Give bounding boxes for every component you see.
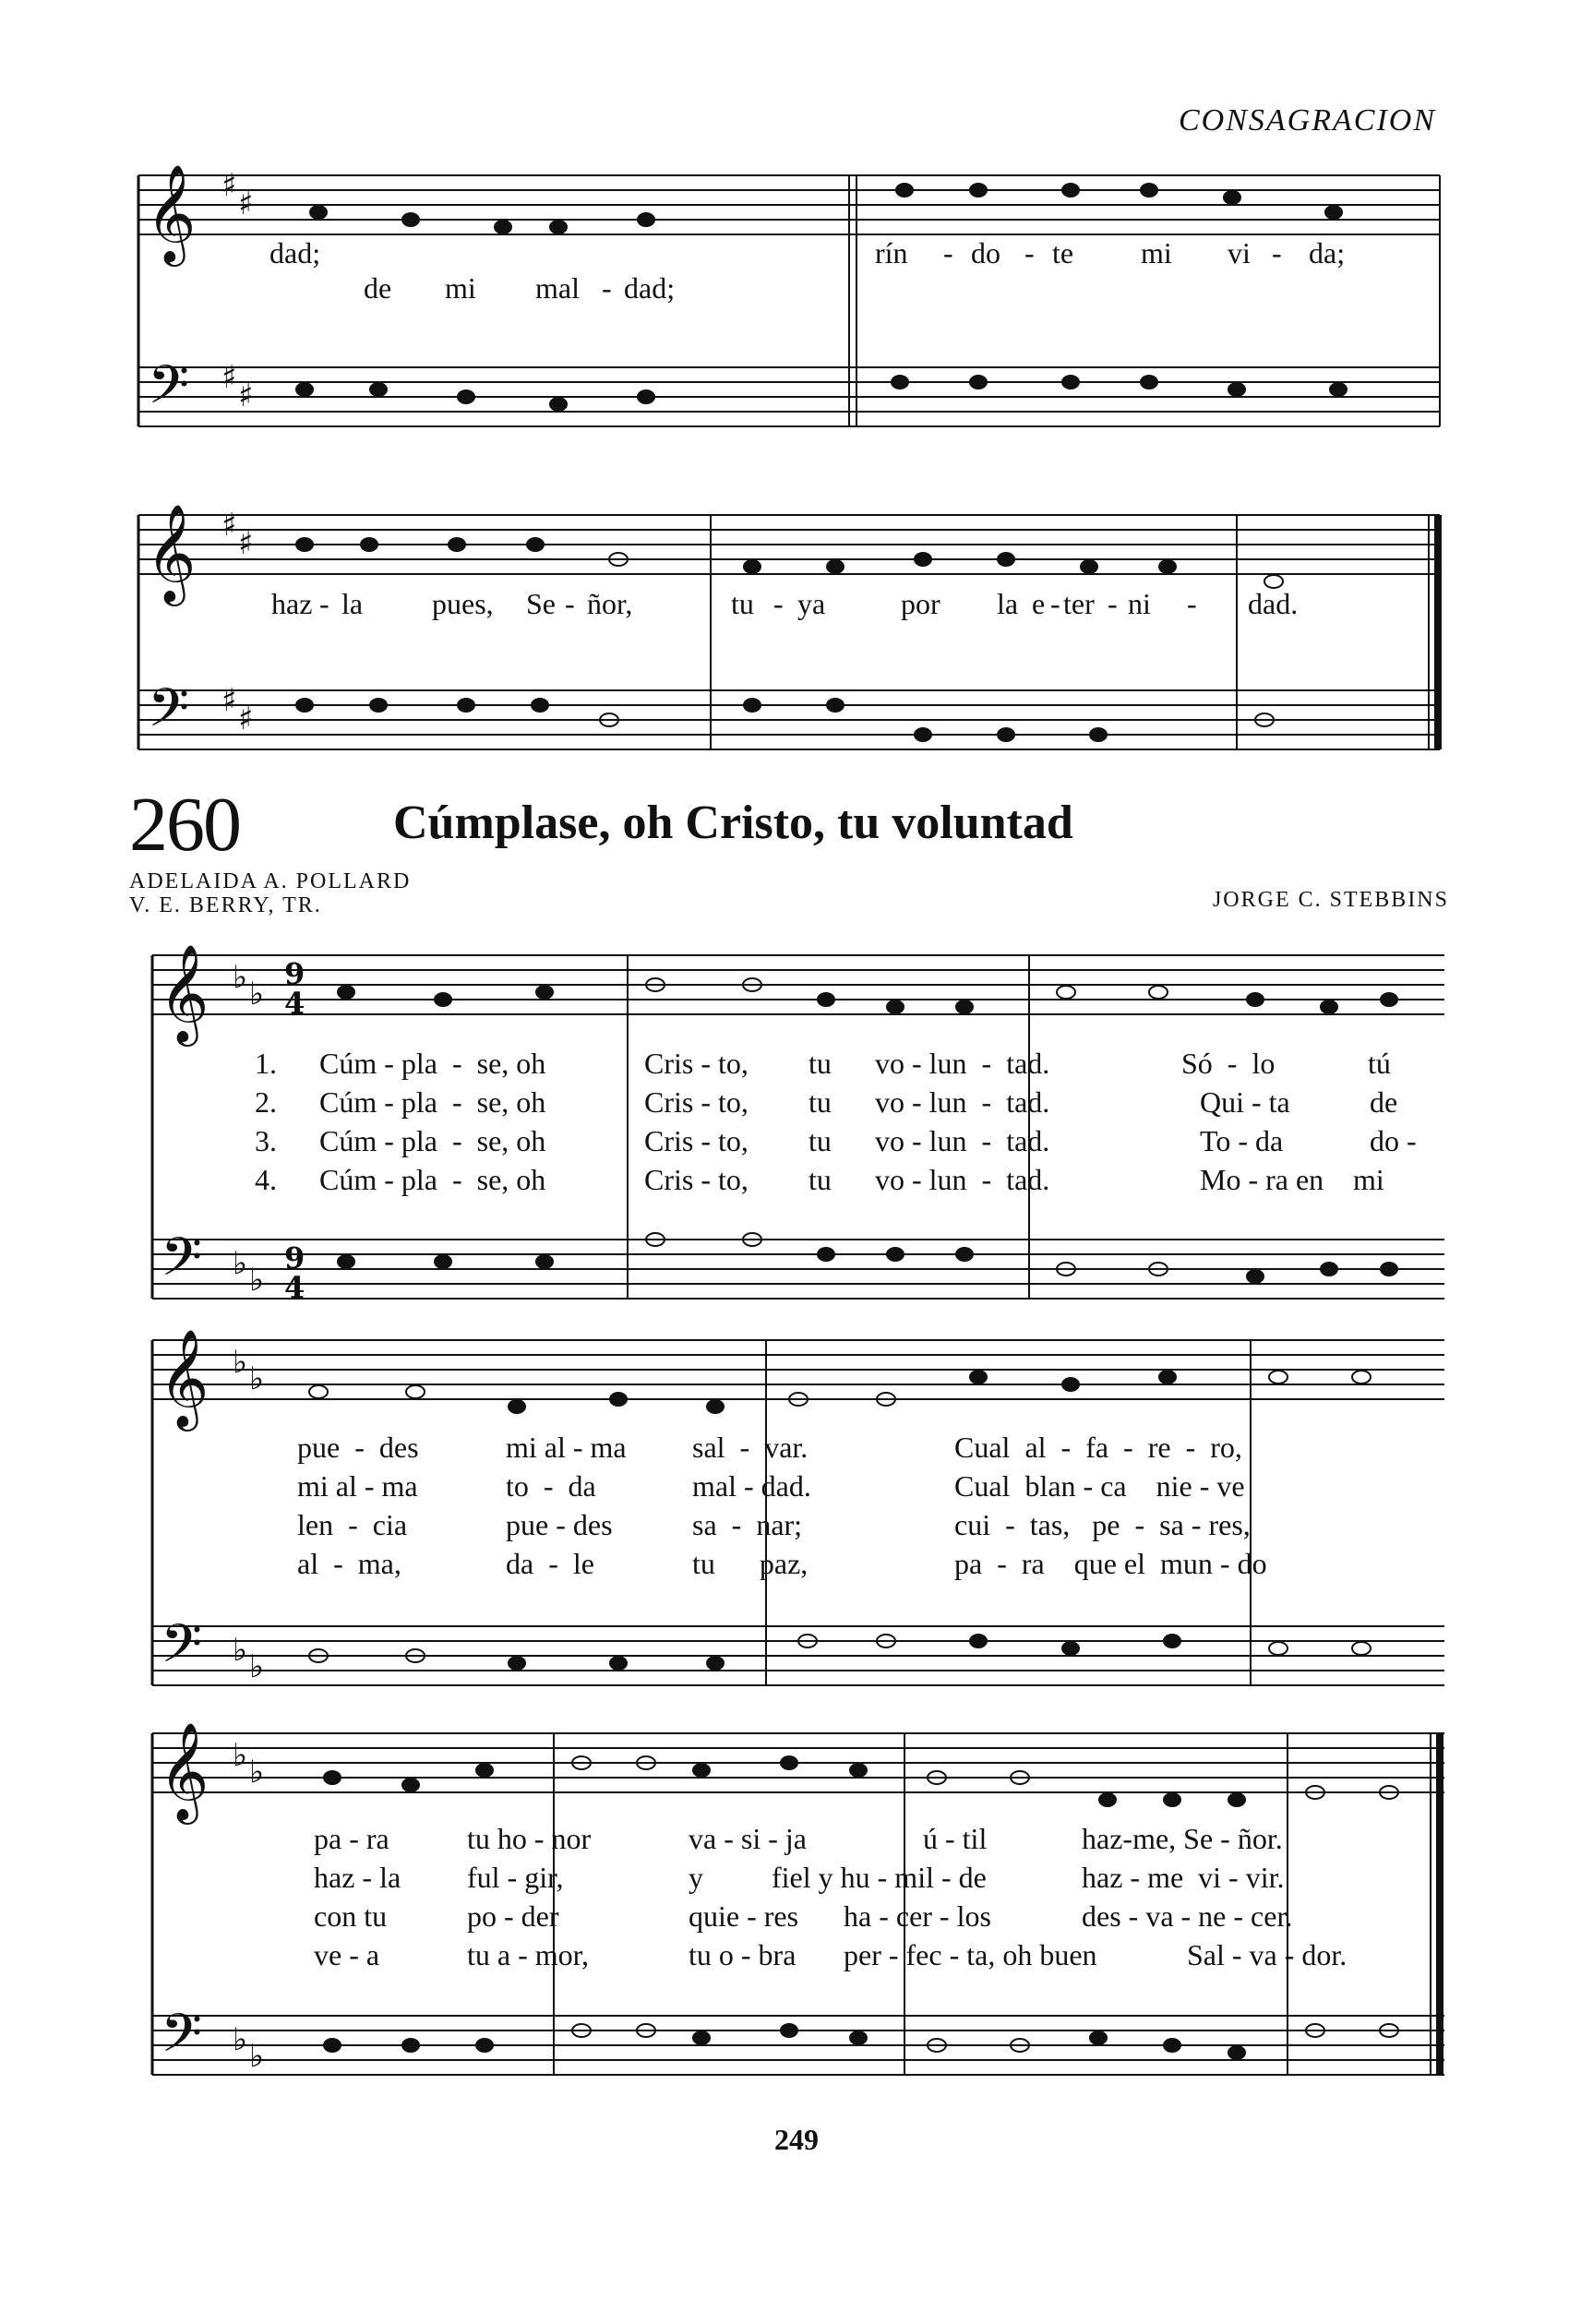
lyric-prev1-a1: rín	[875, 236, 908, 270]
lyric: Mo - ra en	[1200, 1163, 1324, 1196]
lyric: mal - dad.	[692, 1469, 811, 1503]
svg-text:♯: ♯	[222, 359, 237, 396]
lyric: pue - des	[297, 1431, 419, 1464]
lyric: ú - til	[923, 1822, 988, 1855]
lyric: pa - ra	[314, 1822, 389, 1855]
lyric-prev2-5: -	[565, 587, 575, 620]
verse-number: 1.	[255, 1047, 277, 1080]
svg-text:4: 4	[284, 1270, 305, 1305]
verse-number: 4.	[255, 1163, 277, 1196]
lyric: tu	[808, 1047, 832, 1080]
lyric-prev2-7: tu	[731, 587, 754, 620]
verse-number: 3.	[255, 1124, 277, 1157]
svg-text:♭: ♭	[249, 1754, 265, 1791]
lyric: quie - res	[689, 1899, 799, 1933]
lyric: y	[689, 1861, 703, 1894]
lyric-prev1-a6: mi	[1141, 236, 1172, 270]
lyric-prev2-12: e	[1032, 587, 1046, 620]
svg-text:♭: ♭	[233, 2021, 248, 2058]
lyric-prev2-6: ñor,	[587, 587, 633, 620]
lyric: do -	[1370, 1124, 1417, 1157]
lyric: Cúm - pla - se, oh	[319, 1124, 546, 1157]
lyric-prev1-a7: vi	[1228, 236, 1251, 270]
lyric: To - da	[1200, 1124, 1284, 1157]
lyric-prev2-4: Se	[526, 587, 556, 620]
lyric: Cris - to,	[644, 1124, 749, 1157]
staff-treble-prev1	[138, 175, 1440, 234]
lyric: haz - me vi - vir.	[1082, 1861, 1285, 1894]
lyric-prev1-b1: mi	[445, 271, 476, 305]
lyric-prev2-1: -	[319, 587, 329, 620]
staff-bass-prev2	[138, 690, 1440, 749]
lyric: al - ma,	[297, 1547, 401, 1580]
page-number: 249	[774, 2123, 819, 2156]
bass-clef-icon: 𝄢	[148, 353, 190, 429]
lyric: da - le	[506, 1547, 594, 1580]
lyric: tu a - mor,	[467, 1938, 590, 1971]
treble-clef-icon: 𝄞	[159, 943, 210, 1042]
svg-text:♭: ♭	[249, 1262, 265, 1299]
lyric: Cúm - pla - se, oh	[319, 1047, 546, 1080]
svg-text:♭: ♭	[233, 1632, 248, 1669]
treble-clef-icon: 𝄞	[159, 1721, 210, 1820]
lyric: con tu	[314, 1899, 388, 1933]
lyric-prev1-b2: mal	[535, 271, 580, 305]
lyric: to - da	[506, 1469, 596, 1503]
lyric-prev1-a9: da;	[1309, 236, 1346, 270]
lyric-prev2-11: la	[997, 587, 1019, 620]
lyric: Cris - to,	[644, 1047, 749, 1080]
translator-credit: V. E. BERRY, TR.	[129, 893, 322, 917]
lyric: Cris - to,	[644, 1163, 749, 1196]
lyric: sal - var.	[692, 1431, 808, 1464]
staff-bass-3	[152, 2016, 1444, 2075]
lyric: pue - des	[506, 1508, 613, 1541]
staff-bass-prev1	[138, 367, 1440, 426]
lyric: Cúm - pla - se, oh	[319, 1085, 546, 1119]
lyric: ve - a	[314, 1938, 380, 1971]
lyric: des - va - ne - cer.	[1082, 1899, 1293, 1933]
lyric-prev2-15: -	[1108, 587, 1118, 620]
lyric-prev1-b3: -	[602, 271, 612, 305]
staff-treble-prev2	[138, 515, 1440, 574]
lyric-prev1-a2: -	[943, 236, 953, 270]
svg-text:♭: ♭	[249, 1360, 265, 1397]
lyric: de	[1370, 1085, 1398, 1119]
svg-text:9: 9	[284, 956, 305, 991]
lyric: Cual blan - ca nie - ve	[954, 1469, 1245, 1503]
svg-text:♯: ♯	[238, 701, 254, 737]
author-credit: ADELAIDA A. POLLARD	[129, 869, 412, 893]
lyric-prev2-14: ter	[1063, 587, 1095, 620]
lyric: ful - gir,	[467, 1861, 564, 1894]
lyric: po - der	[467, 1899, 559, 1933]
svg-text:♯: ♯	[238, 186, 254, 222]
lyric: tu paz,	[692, 1547, 808, 1580]
bass-clef-icon: 𝄢	[161, 2002, 203, 2078]
lyric-prev2-9: ya	[797, 587, 826, 620]
lyric: Sal - va - dor.	[1187, 1938, 1347, 1971]
lyric: tu o - bra	[689, 1938, 796, 1971]
lyric: fiel y hu - mil - de	[772, 1861, 987, 1894]
lyric-prev1-a5: te	[1052, 236, 1074, 270]
lyric: Cúm - pla - se, oh	[319, 1163, 546, 1196]
lyric: mi	[1353, 1163, 1384, 1196]
lyric-prev1-a4: -	[1024, 236, 1035, 270]
svg-text:♭: ♭	[233, 1737, 248, 1774]
lyric: Qui - ta	[1200, 1085, 1290, 1119]
bass-clef-icon: 𝄢	[148, 677, 190, 752]
lyric: haz-me, Se - ñor.	[1082, 1822, 1283, 1855]
lyric-prev2-3: pues,	[432, 587, 494, 620]
lyric: vo - lun - tad.	[875, 1085, 1050, 1119]
lyric-prev1-b4: dad;	[624, 271, 676, 305]
svg-text:♭: ♭	[249, 2038, 265, 2075]
lyric: pa - ra que el mun - do	[954, 1547, 1267, 1580]
lyric: tu	[808, 1163, 832, 1196]
verse-number: 2.	[255, 1085, 277, 1119]
lyric: sa - nar;	[692, 1508, 803, 1541]
lyric: vo - lun - tad.	[875, 1124, 1050, 1157]
treble-clef-icon: 𝄞	[146, 503, 197, 602]
lyric-prev2-2: la	[341, 587, 364, 620]
hymn-number: 260	[129, 782, 240, 868]
svg-text:♯: ♯	[222, 507, 237, 544]
svg-text:♯: ♯	[238, 525, 254, 562]
lyric: mi al - ma	[297, 1469, 418, 1503]
svg-text:4: 4	[284, 986, 305, 1021]
lyric: Cual al - fa - re - ro,	[954, 1431, 1242, 1464]
lyric: per - fec - ta, oh buen	[844, 1938, 1097, 1971]
bass-clef-icon: 𝄢	[161, 1612, 203, 1688]
lyric-prev1-a8: -	[1272, 236, 1282, 270]
lyric: haz - la	[314, 1861, 401, 1894]
lyric-prev2-17: -	[1187, 587, 1197, 620]
svg-text:♯: ♯	[222, 682, 237, 719]
lyric-prev2-18: dad.	[1248, 587, 1299, 620]
svg-text:♭: ♭	[249, 1648, 265, 1685]
lyric-prev2-13: -	[1050, 587, 1060, 620]
svg-text:♯: ♯	[222, 167, 237, 204]
treble-clef-icon: 𝄞	[146, 163, 197, 262]
svg-text:♭: ♭	[233, 1245, 248, 1282]
svg-text:♭: ♭	[233, 1344, 248, 1381]
lyric: tu	[808, 1124, 832, 1157]
lyric: ha - cer - los	[844, 1899, 991, 1933]
composer-credit: JORGE C. STEBBINS	[1212, 888, 1449, 912]
lyric: va - si - ja	[689, 1822, 807, 1855]
lyric: len - cia	[297, 1508, 408, 1541]
treble-clef-icon: 𝄞	[159, 1328, 210, 1427]
lyric: Cris - to,	[644, 1085, 749, 1119]
lyric: tú	[1368, 1047, 1391, 1080]
lyric: cui - tas, pe - sa - res,	[954, 1508, 1251, 1541]
lyric-prev1-b0: de	[364, 271, 392, 305]
lyric-prev2-0: haz	[271, 587, 313, 620]
lyric: Só - lo	[1181, 1047, 1276, 1080]
lyric: vo - lun - tad.	[875, 1163, 1050, 1196]
hymn-title: Cúmplase, oh Cristo, tu voluntad	[393, 797, 1073, 849]
svg-text:♯: ♯	[238, 377, 254, 414]
bass-clef-icon: 𝄢	[161, 1226, 203, 1301]
svg-text:♭: ♭	[249, 976, 265, 1012]
section-title: CONSAGRACION	[1179, 103, 1436, 138]
svg-text:9: 9	[284, 1240, 305, 1276]
lyric-prev2-8: -	[773, 587, 784, 620]
lyric: tu	[808, 1085, 832, 1119]
lyric-prev1-a0: dad;	[269, 236, 321, 270]
lyric: mi al - ma	[506, 1431, 627, 1464]
lyric: tu ho - nor	[467, 1822, 592, 1855]
svg-text:♭: ♭	[233, 959, 248, 996]
lyric-prev2-10: por	[901, 587, 940, 620]
lyric-prev2-16: ni	[1128, 587, 1151, 620]
lyric: vo - lun - tad.	[875, 1047, 1050, 1080]
lyric-prev1-a3: do	[971, 236, 1000, 270]
